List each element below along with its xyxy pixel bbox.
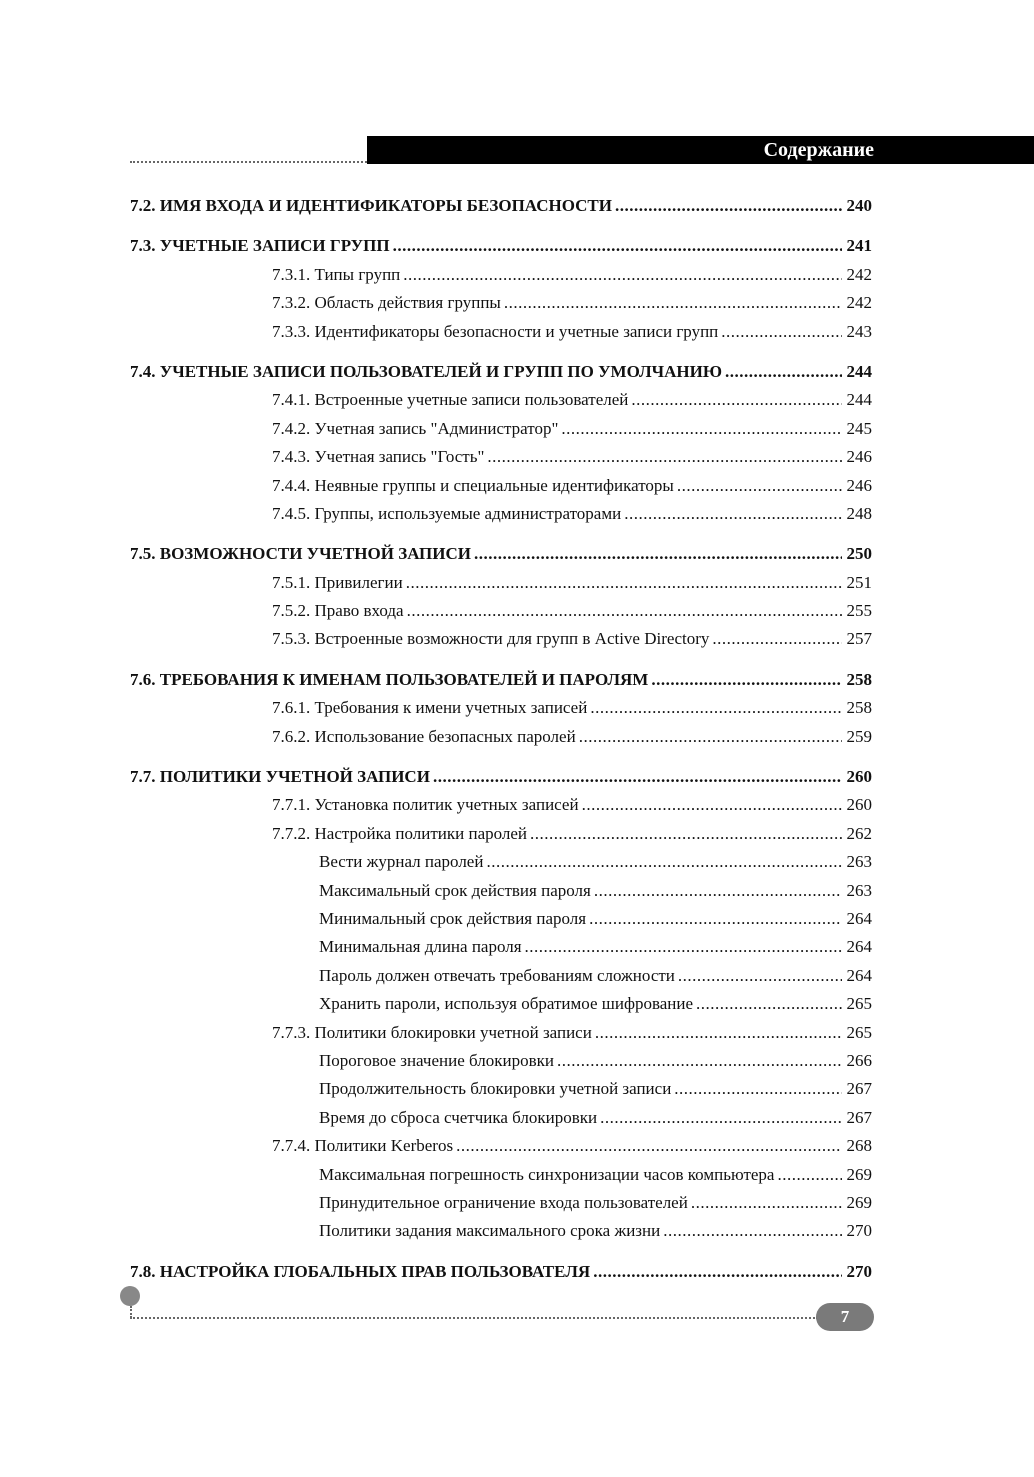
toc-entry-title: 7.5.3. Встроенные возможности для групп в Active Directory (272, 629, 710, 649)
toc-entry-level-2 (130, 1132, 872, 1160)
toc-entry-page: 264 (846, 937, 872, 957)
toc-leader-dots (593, 1258, 841, 1286)
toc-entry-level-1 (130, 540, 872, 568)
toc-entry-title: 7.3.2. Область действия группы (272, 293, 501, 313)
toc-entry-level-1 (130, 763, 872, 791)
toc-entry-title: 7.7.4. Политики Kerberos (272, 1136, 454, 1156)
toc-leader-dots (557, 1047, 842, 1075)
toc-entry-title: Максимальная погрешность синхронизации часов компьютера (319, 1164, 775, 1184)
toc-leader-dots (579, 723, 842, 751)
toc-entry-page: 260 (846, 795, 872, 815)
toc-leader-dots (595, 1019, 842, 1047)
toc-entry-level-3 (130, 962, 872, 990)
toc-leader-dots (691, 1189, 842, 1217)
toc-entry-page: 270 (846, 1261, 872, 1281)
toc-entry-title: Минимальная длина пароля (319, 937, 522, 957)
header-bar (367, 136, 1034, 164)
toc-entry-level-3 (130, 877, 872, 905)
toc-leader-dots (600, 1104, 841, 1132)
toc-entry-title: Принудительное ограничение входа пользователей (319, 1192, 688, 1212)
toc-leader-dots (406, 569, 842, 597)
toc-entry-level-3 (130, 1189, 872, 1217)
toc-entry-page: 244 (846, 390, 872, 410)
toc-entry-level-2 (130, 289, 872, 317)
toc-entry-title: 7.6. ТРЕБОВАНИЯ К ИМЕНАМ ПОЛЬЗОВАТЕЛЕЙ И ПАРОЛЯМ (130, 669, 649, 689)
toc-leader-dots (504, 289, 842, 317)
toc-entry-page: 248 (846, 503, 872, 523)
toc-entry-page: 242 (846, 264, 872, 284)
toc-entry-level-1 (130, 192, 872, 220)
toc-entry-title: 7.3. УЧЕТНЫЕ ЗАПИСИ ГРУПП (130, 236, 390, 256)
toc-entry-page: 266 (846, 1050, 872, 1070)
toc-leader-dots (663, 1217, 841, 1245)
toc-leader-dots (651, 666, 841, 694)
toc-entry-level-3 (130, 905, 872, 933)
toc-entry-title: 7.4.1. Встроенные учетные записи пользователей (272, 390, 629, 410)
toc-entry-title: 7.7.1. Установка политик учетных записей (272, 795, 579, 815)
toc-entry-title: 7.7.3. Политики блокировки учетной записи (272, 1022, 592, 1042)
toc-entry-page: 267 (846, 1107, 872, 1127)
toc-entry-title: 7.8. НАСТРОЙКА ГЛОБАЛЬНЫХ ПРАВ ПОЛЬЗОВАТЕЛЯ (130, 1261, 591, 1281)
toc-entry-page: 263 (846, 880, 872, 900)
toc-entry-level-2 (130, 415, 872, 443)
toc-entry-title: 7.7.2. Настройка политики паролей (272, 823, 528, 843)
toc-entry-title: Хранить пароли, используя обратимое шифрование (319, 994, 694, 1014)
toc-entry-level-3 (130, 1104, 872, 1132)
toc-entry-level-3 (130, 933, 872, 961)
toc-entry-page: 262 (846, 823, 872, 843)
toc-entry-title: Минимальный срок действия пароля (319, 908, 587, 928)
toc-entry-title: 7.4.2. Учетная запись "Администратор" (272, 418, 559, 438)
toc-entry-page: 268 (846, 1136, 872, 1156)
header-dotted-rule (130, 161, 367, 163)
toc-entry-page: 244 (846, 361, 872, 381)
toc-entry-level-1 (130, 358, 872, 386)
toc-entry-level-2 (130, 261, 872, 289)
toc-leader-dots (631, 386, 841, 414)
toc-leader-dots (615, 192, 842, 220)
toc-entry-page: 241 (846, 236, 872, 256)
toc-entry-page: 264 (846, 965, 872, 985)
toc-entry-title: 7.5. ВОЗМОЖНОСТИ УЧЕТНОЙ ЗАПИСИ (130, 544, 472, 564)
toc-entry-page: 269 (846, 1164, 872, 1184)
toc-leader-dots (721, 318, 841, 346)
toc-leader-dots (530, 820, 841, 848)
toc-leader-dots (624, 500, 841, 528)
toc-entry-level-2 (130, 443, 872, 471)
toc-leader-dots (525, 933, 842, 961)
toc-entry-title: 7.4.3. Учетная запись "Гость" (272, 447, 485, 467)
toc-entry-page: 242 (846, 293, 872, 313)
toc-entry-page: 258 (846, 669, 872, 689)
toc-entry-page: 265 (846, 994, 872, 1014)
toc-entry-level-3 (130, 1161, 872, 1189)
toc-leader-dots (403, 261, 841, 289)
toc-leader-dots (777, 1161, 841, 1189)
toc-entry-page: 265 (846, 1022, 872, 1042)
toc-entry-title: 7.3.1. Типы групп (272, 264, 401, 284)
toc-entry-title: Политики задания максимального срока жизни (319, 1221, 661, 1241)
toc-leader-dots (712, 625, 841, 653)
toc-leader-dots (407, 597, 842, 625)
toc-entry-page: 259 (846, 726, 872, 746)
toc-leader-dots (456, 1132, 841, 1160)
toc-entry-page: 258 (846, 698, 872, 718)
toc-entry-level-2 (130, 723, 872, 751)
table-of-contents (130, 192, 872, 1286)
toc-leader-dots (678, 962, 842, 990)
toc-entry-page: 270 (846, 1221, 872, 1241)
toc-leader-dots (696, 990, 841, 1018)
toc-entry-title: 7.7. ПОЛИТИКИ УЧЕТНОЙ ЗАПИСИ (130, 767, 430, 787)
toc-entry-page: 251 (846, 572, 872, 592)
toc-leader-dots (590, 694, 841, 722)
toc-leader-dots (474, 540, 841, 568)
toc-leader-dots (561, 415, 841, 443)
toc-entry-level-2 (130, 597, 872, 625)
toc-entry-page: 243 (846, 321, 872, 341)
toc-entry-level-3 (130, 1217, 872, 1245)
toc-entry-page: 250 (846, 544, 872, 564)
toc-entry-level-2 (130, 694, 872, 722)
toc-entry-title: 7.5.2. Право входа (272, 601, 404, 621)
toc-leader-dots (487, 443, 841, 471)
toc-entry-level-2 (130, 820, 872, 848)
toc-entry-page: 246 (846, 447, 872, 467)
toc-leader-dots (674, 1075, 841, 1103)
toc-entry-page: 246 (846, 475, 872, 495)
toc-entry-title: Продолжительность блокировки учетной записи (319, 1079, 672, 1099)
toc-entry-title: Максимальный срок действия пароля (319, 880, 591, 900)
toc-entry-title: 7.4.5. Группы, используемые администраторами (272, 503, 622, 523)
toc-entry-title: Вести журнал паролей (319, 852, 484, 872)
toc-entry-level-1 (130, 232, 872, 260)
toc-entry-level-2 (130, 791, 872, 819)
toc-leader-dots (677, 472, 842, 500)
toc-entry-page: 264 (846, 908, 872, 928)
toc-entry-level-2 (130, 500, 872, 528)
toc-leader-dots (594, 877, 842, 905)
toc-leader-dots (393, 232, 842, 260)
toc-entry-title: Пороговое значение блокировки (319, 1050, 554, 1070)
toc-leader-dots (589, 905, 841, 933)
toc-entry-level-2 (130, 625, 872, 653)
toc-entry-level-2 (130, 1019, 872, 1047)
footer-circle-marker (120, 1286, 140, 1306)
toc-entry-title: 7.4. УЧЕТНЫЕ ЗАПИСИ ПОЛЬЗОВАТЕЛЕЙ И ГРУПП ПО УМОЛЧАНИЮ (130, 361, 722, 381)
toc-leader-dots (433, 763, 842, 791)
toc-entry-page: 240 (846, 196, 872, 215)
toc-entry-page: 267 (846, 1079, 872, 1099)
toc-entry-page: 255 (846, 601, 872, 621)
toc-entry-level-2 (130, 472, 872, 500)
toc-entry-title: 7.6.1. Требования к имени учетных записей (272, 698, 588, 718)
page-number-badge: 7 (816, 1303, 874, 1331)
toc-entry-title: 7.3.3. Идентификаторы безопасности и учетные записи групп (272, 321, 719, 341)
toc-entry-level-2 (130, 386, 872, 414)
toc-entry-page: 263 (846, 852, 872, 872)
footer-dotted-rule (130, 1317, 818, 1319)
toc-entry-level-3 (130, 848, 872, 876)
toc-entry-title: Пароль должен отвечать требованиям сложности (319, 965, 675, 985)
toc-entry-level-1 (130, 666, 872, 694)
toc-entry-page: 269 (846, 1192, 872, 1212)
toc-entry-page: 257 (846, 629, 872, 649)
toc-entry-title: 7.6.2. Использование безопасных паролей (272, 726, 576, 746)
toc-entry-level-3 (130, 1075, 872, 1103)
toc-entry-level-2 (130, 318, 872, 346)
toc-entry-title: 7.2. ИМЯ ВХОДА И ИДЕНТИФИКАТОРЫ БЕЗОПАСНОСТИ (130, 196, 612, 215)
toc-leader-dots (486, 848, 841, 876)
toc-leader-dots (725, 358, 842, 386)
toc-entry-level-3 (130, 990, 872, 1018)
toc-entry-title: 7.4.4. Неявные группы и специальные идентификаторы (272, 475, 674, 495)
toc-entry-level-1 (130, 1258, 872, 1286)
toc-entry-title: 7.5.1. Привилегии (272, 572, 403, 592)
toc-entry-level-3 (130, 1047, 872, 1075)
toc-entry-level-2 (130, 569, 872, 597)
toc-leader-dots (582, 791, 842, 819)
toc-entry-page: 260 (846, 767, 872, 787)
toc-entry-page: 245 (846, 418, 872, 438)
page-title: Содержание (763, 139, 874, 161)
toc-entry-title: Время до сброса счетчика блокировки (319, 1107, 598, 1127)
